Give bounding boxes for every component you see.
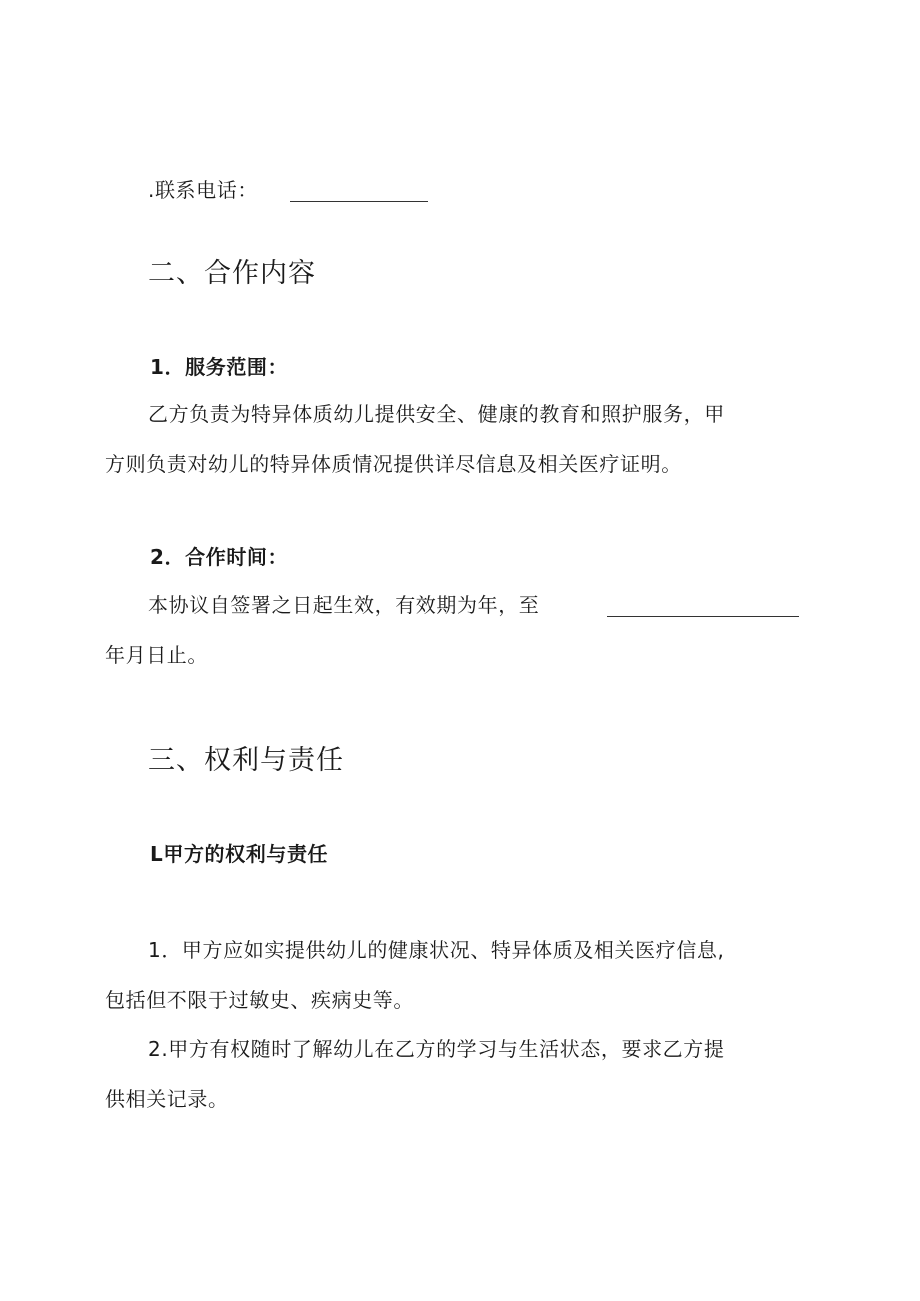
contact-phone-label: .联系电话： bbox=[148, 178, 258, 202]
party-a-heading: L甲方的权利与责任 bbox=[150, 842, 329, 866]
party-a-item-2-line-1: 2.甲方有权随时了解幼儿在乙方的学习与生活状态，要求乙方提 bbox=[148, 1037, 725, 1061]
section-2-title: 二、合作内容 bbox=[148, 258, 316, 289]
cooperation-time-blank bbox=[607, 616, 799, 617]
service-scope-heading: 1．服务范围： bbox=[150, 355, 289, 379]
service-scope-line-1: 乙方负责为特异体质幼儿提供安全、健康的教育和照护服务，甲 bbox=[148, 402, 725, 426]
service-scope-line-2: 方则负责对幼儿的特异体质情况提供详尽信息及相关医疗证明。 bbox=[105, 452, 682, 476]
contact-phone-blank bbox=[290, 201, 428, 202]
cooperation-time-line-1: 本协议自签署之日起生效，有效期为年，至 bbox=[148, 593, 540, 617]
party-a-item-1-line-1: 1．甲方应如实提供幼儿的健康状况、特异体质及相关医疗信息, bbox=[148, 938, 725, 962]
party-a-item-2-line-2: 供相关记录。 bbox=[105, 1087, 229, 1111]
party-a-item-1-line-2: 包括但不限于过敏史、疾病史等。 bbox=[105, 988, 414, 1012]
section-3-title: 三、权利与责任 bbox=[148, 745, 344, 776]
cooperation-time-heading: 2．合作时间： bbox=[150, 545, 289, 569]
cooperation-time-line-2: 年月日止。 bbox=[105, 643, 208, 667]
